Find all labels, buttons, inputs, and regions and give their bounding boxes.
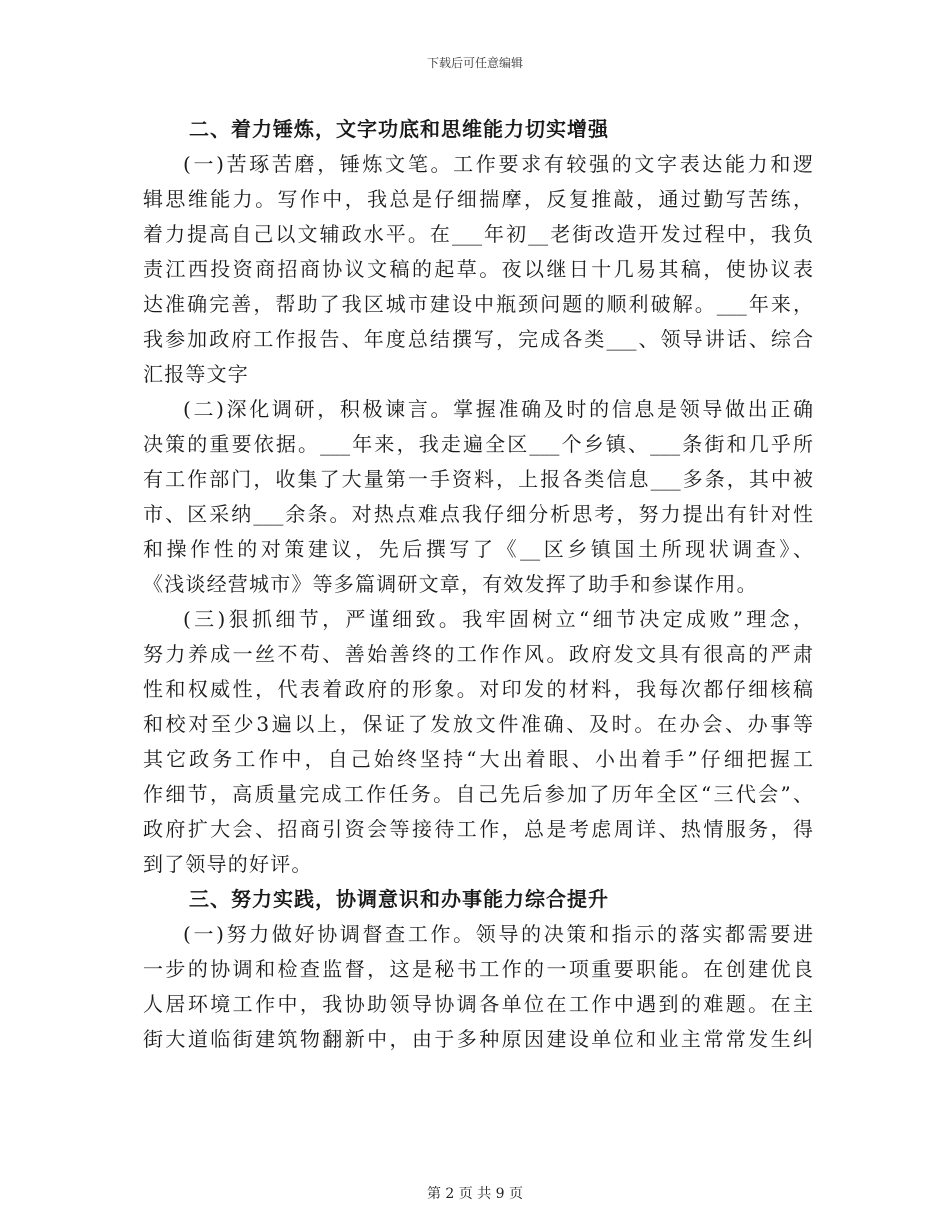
text-line: 和校对至少3遍以上，保证了发放文件准确、及时。在办会、办事等 xyxy=(143,712,813,736)
text-line: 市、区采纳___余条。对热点难点我仔细分析思考，努力提出有针对性 xyxy=(143,502,813,526)
text-line: 责江西投资商招商协议文稿的起草。夜以继日十几易其稿，使协议表 xyxy=(143,257,813,281)
text-line: 一步的协调和检查监督，这是秘书工作的一项重要职能。在创建优良 xyxy=(143,957,813,981)
text-line: 着力提高自己以文辅政水平。在___年初__老街改造开发过程中，我负 xyxy=(143,222,813,246)
text-line: (一)苦琢苦磨，锤炼文笔。工作要求有较强的文字表达能力和逻 xyxy=(183,152,813,176)
text-line: 有工作部门，收集了大量第一手资料，上报各类信息___多条，其中被 xyxy=(143,467,813,491)
text-line: 性和权威性，代表着政府的形象。对印发的材料，我每次都仔细核稿 xyxy=(143,677,813,701)
text-line: 街大道临街建筑物翻新中，由于多种原因建设单位和业主常常发生纠 xyxy=(143,1027,813,1051)
text-line: 辑思维能力。写作中，我总是仔细揣摩，反复推敲，通过勤写苦练， xyxy=(143,187,813,211)
text-line: 努力养成一丝不苟、善始善终的工作作风。政府发文具有很高的严肃 xyxy=(143,642,813,666)
text-line: 政府扩大会、招商引资会等接待工作，总是考虑周详、热情服务，得 xyxy=(143,817,813,841)
text-line: 和操作性的对策建议，先后撰写了《__区乡镇国土所现状调查》、 xyxy=(143,537,813,561)
text-line: 《浅谈经营城市》等多篇调研文章，有效发挥了助手和参谋作用。 xyxy=(143,572,758,596)
text-line: 到了领导的好评。 xyxy=(143,852,313,876)
page-header: 下载后可任意编辑 xyxy=(426,56,523,70)
page-footer: 第 2 页 共 9 页 xyxy=(426,1186,524,1202)
text-line: (一)努力做好协调督查工作。领导的决策和指示的落实都需要进 xyxy=(183,922,813,946)
document-body xyxy=(143,112,813,1057)
text-line: 作细节，高质量完成工作任务。自己先后参加了历年全区“三代会”、 xyxy=(143,782,813,806)
section-heading: 二、着力锤炼，文字功底和思维能力切实增强 xyxy=(189,117,609,141)
text-line: 其它政务工作中，自己始终坚持“大出着眼、小出着手”仔细把握工 xyxy=(143,747,813,771)
text-line: (三)狠抓细节，严谨细致。我牢固树立“细节决定成败”理念， xyxy=(183,607,813,631)
text-line: 人居环境工作中，我协助领导协调各单位在工作中遇到的难题。在主 xyxy=(143,992,813,1016)
section-heading: 三、努力实践，协调意识和办事能力综合提升 xyxy=(189,887,609,911)
text-line: (二)深化调研，积极谏言。掌握准确及时的信息是领导做出正确 xyxy=(183,397,813,421)
text-line: 汇报等文字 xyxy=(143,362,249,386)
text-line: 决策的重要依据。___年来，我走遍全区___个乡镇、___条街和几乎所 xyxy=(143,432,813,456)
text-line: 我参加政府工作报告、年度总结撰写，完成各类___、领导讲话、综合 xyxy=(143,327,813,351)
text-line: 达准确完善，帮助了我区城市建设中瓶颈问题的顺利破解。___年来， xyxy=(143,292,813,316)
